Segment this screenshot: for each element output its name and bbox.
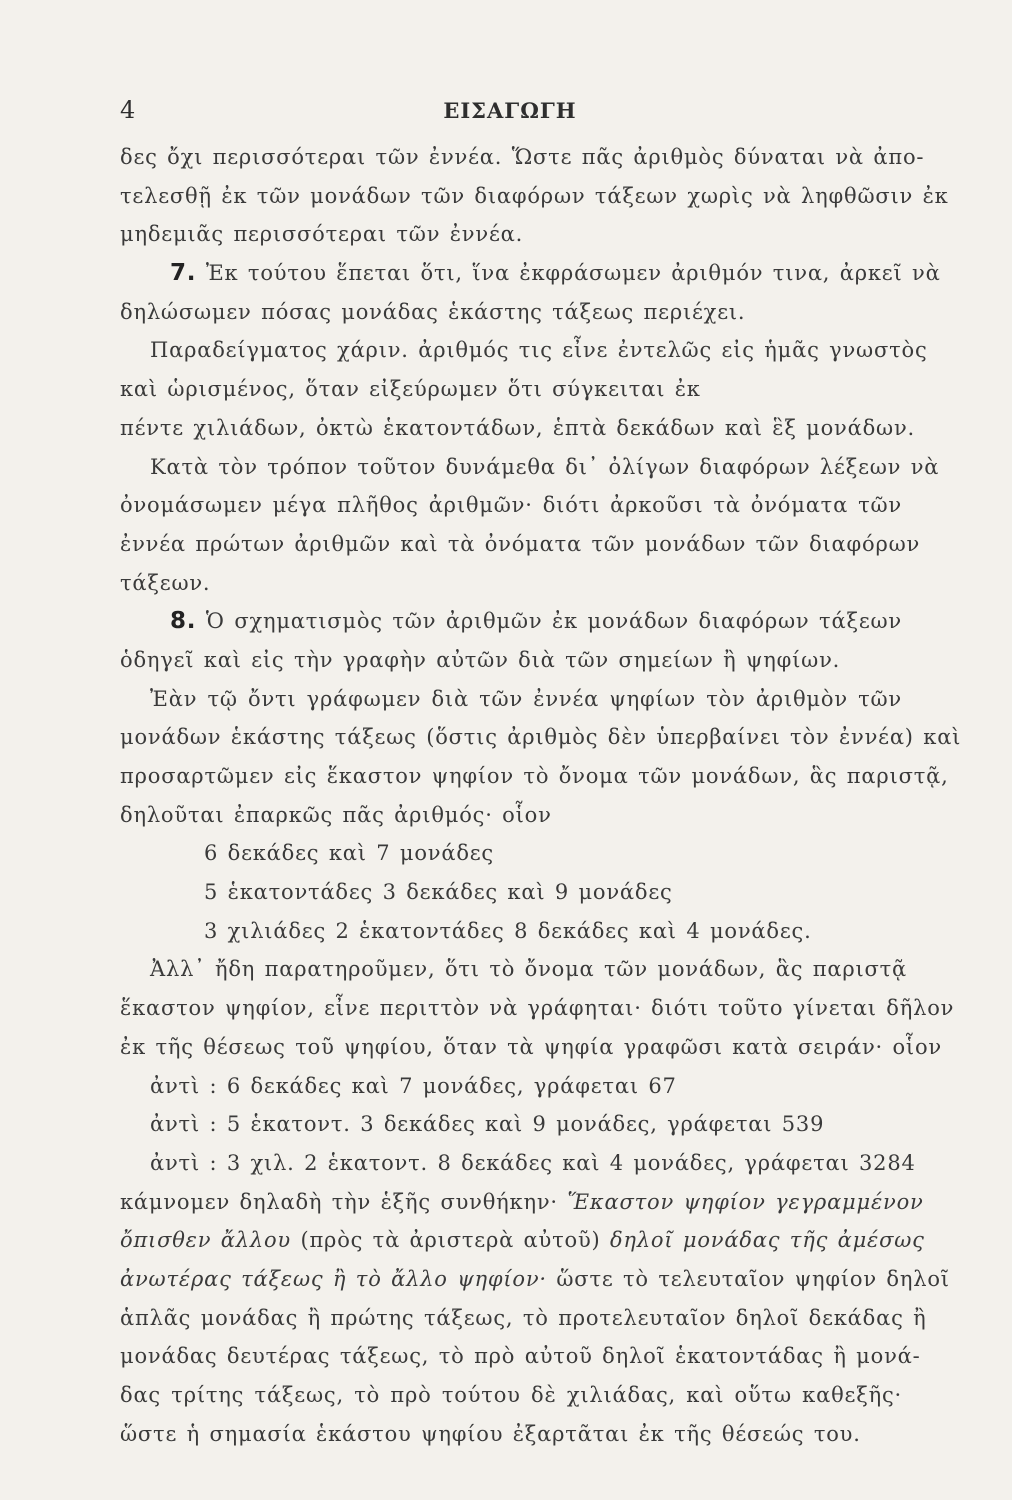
text-line: τελεσθῇ ἐκ τῶν μονάδων τῶν διαφόρων τάξεων χωρὶς νὰ ληφθῶσιν ἐκ [120,183,949,208]
text-line: ὄπισθεν ἄλλου (πρὸς τὰ ἀριστερὰ αὐτοῦ) δηλοῖ μονάδας τῆς ἀμέσως [120,1228,925,1253]
text-line: καὶ ὡρισμένος, ὅταν εἰξεύρωμεν ὅτι σύγκειται ἐκ [120,377,701,402]
text-line: Ἀλλ᾽ ἤδη παρατηροῦμεν, ὅτι τὸ ὄνομα τῶν μονάδων, ἃς παριστᾷ [150,957,908,982]
section-number: 8. [170,608,197,635]
text-line: κάμνομεν δηλαδὴ τὴν ἑξῆς συνθήκην· Ἕκαστον ψηφίον γεγραμμένον [120,1189,924,1214]
page-header [120,96,900,130]
text-line: ἐννέα πρώτων ἀριθμῶν καὶ τὰ ὀνόματα τῶν μονάδων τῶν διαφόρων [120,531,921,556]
text-line: ὁδηγεῖ καὶ εἰς τὴν γραφὴν αὐτῶν διὰ τῶν σημείων ἢ ψηφίων. [120,647,841,672]
section-7-line: 7. Ἐκ τούτου ἕπεται ὅτι, ἵνα ἐκφράσωμεν ἀριθμόν τινα, ἀρκεῖ νὰ [170,260,941,287]
section-number: 7. [170,260,197,287]
text-line: προσαρτῶμεν εἰς ἕκαστον ψηφίον τὸ ὄνομα τῶν μονάδων, ἃς παριστᾷ, [120,764,949,788]
running-title: ΕΙΣΑΓΩΓΗ [443,98,577,123]
example-line: 6 δεκάδες καὶ 7 μονάδες [204,841,494,866]
body-text [120,138,962,1453]
example-line: 5 ἑκατοντάδες 3 δεκάδες καὶ 9 μονάδες [204,880,673,905]
text-line: μονάδων ἑκάστης τάξεως (ὅστις ἀριθμὸς δὲν ὑπερβαίνει τὸν ἐννέα) καὶ [120,725,962,750]
text-line: Ἐὰν τῷ ὄντι γράφωμεν διὰ τῶν ἐννέα ψηφίων τὸν ἀριθμὸν τῶν [150,686,902,711]
text-line: τάξεων. [120,570,211,595]
text-line: ἁπλᾶς μονάδας ἢ πρώτης τάξεως, τὸ προτελευταῖον δηλοῖ δεκάδας ἢ [120,1305,927,1330]
text-line: ἐκ τῆς θέσεως τοῦ ψηφίου, ὅταν τὰ ψηφία γραφῶσι κατὰ σειράν· οἷον [120,1034,942,1059]
text-line: δας τρίτης τάξεως, τὸ πρὸ τούτου δὲ χιλιάδας, καὶ οὕτω καθεξῆς· [120,1383,902,1407]
text-line: ὀνομάσωμεν μέγα πλῆθος ἀριθμῶν· διότι ἀρκοῦσι τὰ ὀνόματα τῶν [120,493,902,518]
example-line: ἀντὶ : 3 χιλ. 2 ἑκατοντ. 8 δεκάδες καὶ 4 μονάδες, γράφεται 3284 [150,1150,916,1175]
text-line: πέντε χιλιάδων, ὀκτὼ ἑκατοντάδων, ἑπτὰ δεκάδων καὶ ἓξ μονάδων. [120,415,916,440]
page-number: 4 [120,96,136,124]
text-line: δηλοῦται ἐπαρκῶς πᾶς ἀριθμός· οἷον [120,802,552,827]
text-line: ἀνωτέρας τάξεως ἢ τὸ ἄλλο ψηφίον· ὥστε τὸ τελευταῖον ψηφίον δηλοῖ [120,1266,950,1291]
text-line: Κατὰ τὸν τρόπον τοῦτον δυνάμεθα δι᾽ ὀλίγων διαφόρων λέξεων νὰ [150,454,940,479]
example-line: 3 χιλιάδες 2 ἑκατοντάδες 8 δεκάδες καὶ 4 μονάδες. [204,918,812,943]
example-line: ἀντὶ : 5 ἑκατοντ. 3 δεκάδες καὶ 9 μονάδες, γράφεται 539 [150,1112,825,1137]
text-line: Παραδείγματος χάριν. ἀριθμός τις εἶνε ἐντελῶς εἰς ἡμᾶς γνωστὸς [150,338,928,363]
text-line: μονάδας δευτέρας τάξεως, τὸ πρὸ αὐτοῦ δηλοῖ ἑκατοντάδας ἢ μονά- [120,1344,921,1369]
text-line: δες ὄχι περισσότεραι τῶν ἐννέα. Ὥστε πᾶς ἀριθμὸς δύναται νὰ ἀπο- [120,145,925,169]
text-line: ἕκαστον ψηφίον, εἶνε περιττὸν νὰ γράφηται· διότι τοῦτο γίνεται δῆλον [120,996,955,1021]
text-line: δηλώσωμεν πόσας μονάδας ἑκάστης τάξεως περιέχει. [120,299,746,324]
text-line: μηδεμιᾶς περισσότεραι τῶν ἐννέα. [120,222,524,247]
section-8-line: 8. Ὁ σχηματισμὸς τῶν ἀριθμῶν ἐκ μονάδων διαφόρων τάξεων [170,608,902,635]
example-line: ἀντὶ : 6 δεκάδες καὶ 7 μονάδες, γράφεται 67 [150,1073,677,1098]
text-line: ὥστε ἡ σημασία ἑκάστου ψηφίου ἐξαρτᾶται ἐκ τῆς θέσεώς του. [120,1421,861,1446]
